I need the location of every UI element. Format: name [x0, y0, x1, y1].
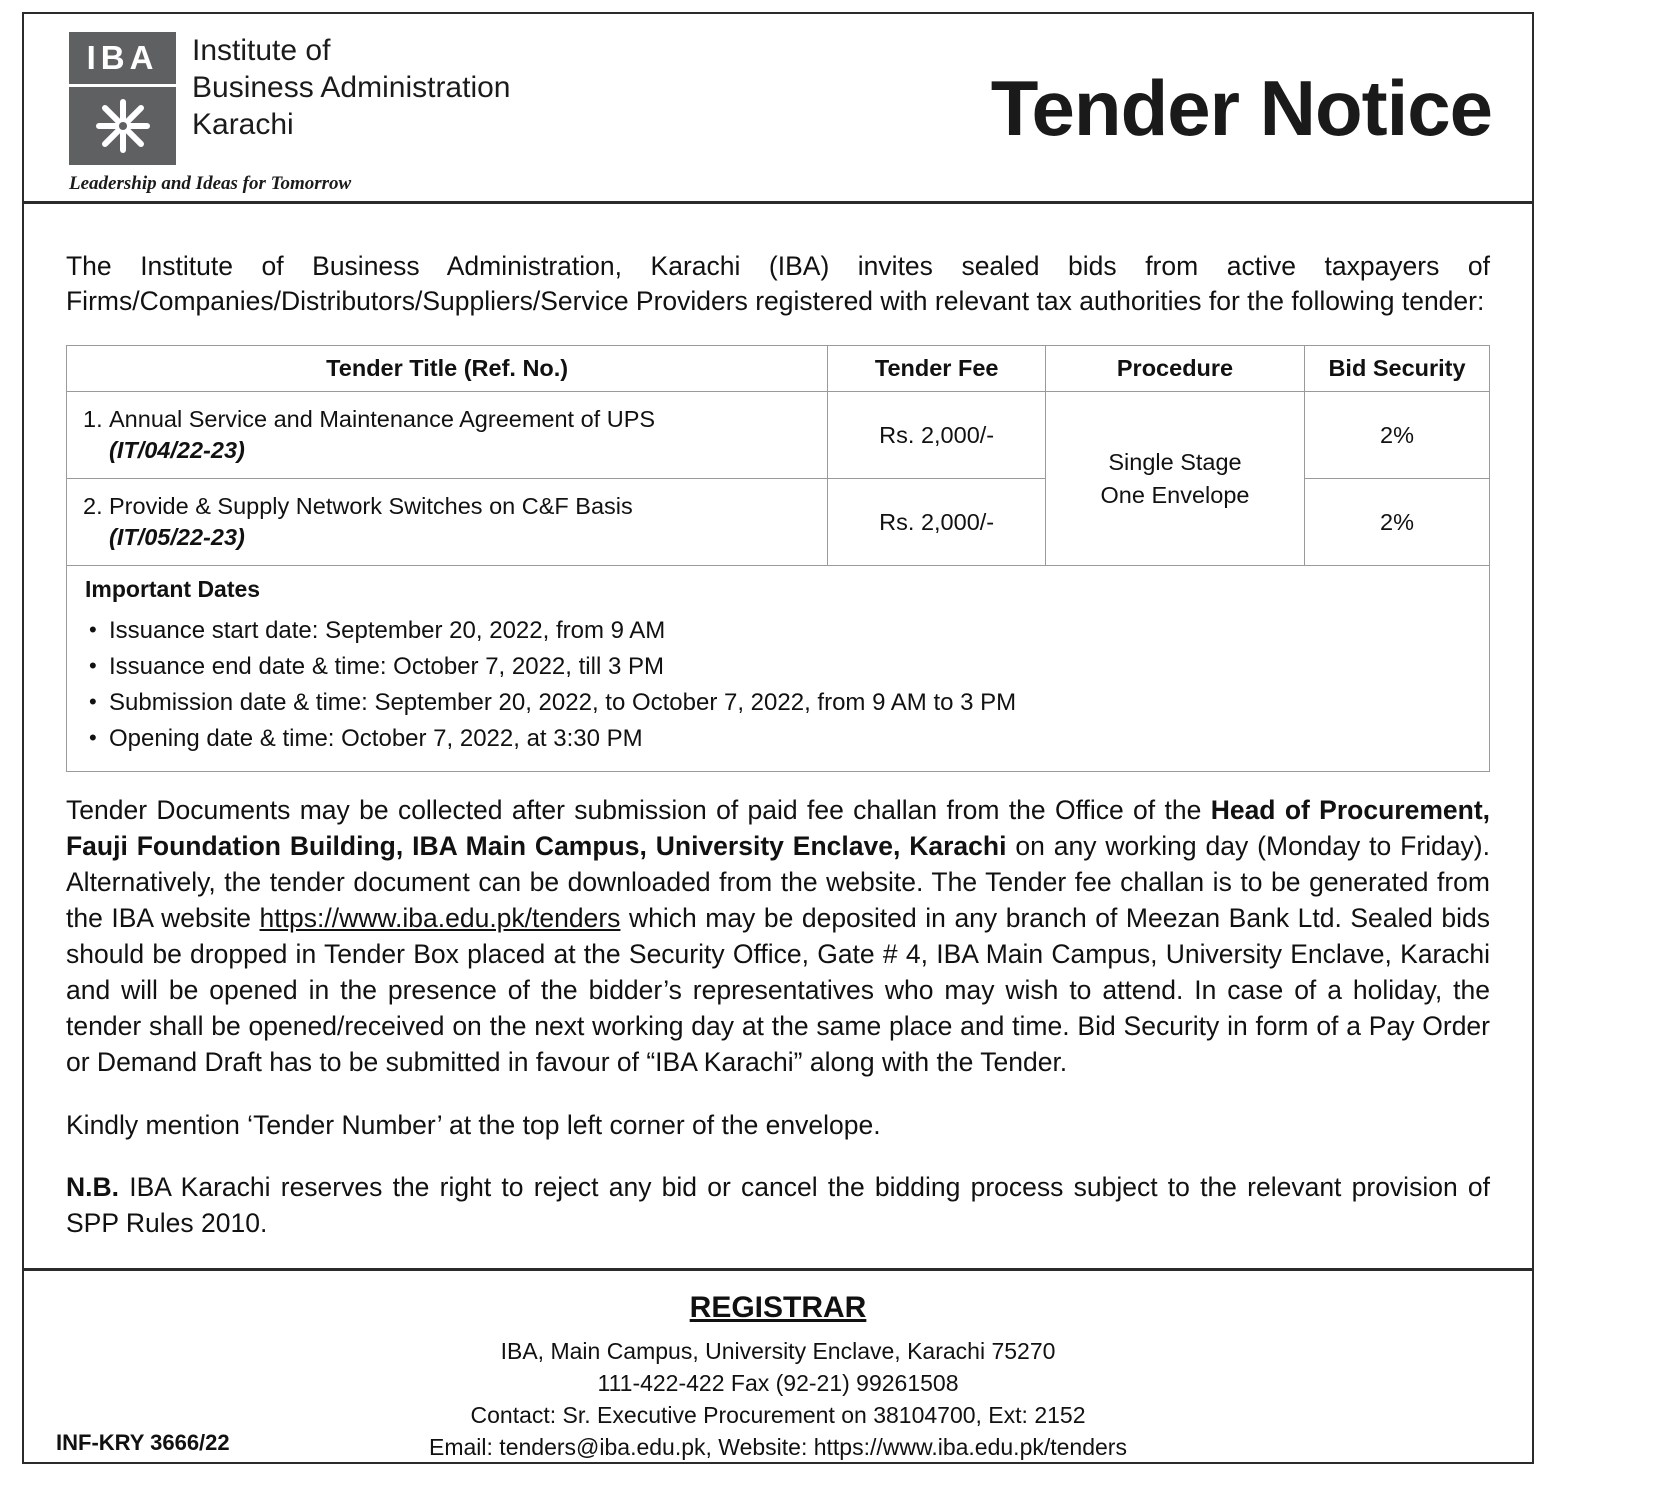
bid-security-cell-2: 2% [1305, 479, 1490, 566]
tender-title-cell-1 [67, 392, 828, 479]
footer-address: IBA, Main Campus, University Enclave, Karachi 75270 [500, 1337, 1056, 1364]
logo-marks [69, 32, 176, 165]
column-header-tender-title: Tender Title (Ref. No.) [67, 346, 828, 392]
nb-paragraph [66, 1169, 1490, 1241]
registrar-title: REGISTRAR [689, 1290, 867, 1324]
logo-tagline: Leadership and Ideas for Tomorrow [69, 173, 352, 194]
body-area [24, 204, 1532, 1463]
column-header-tender-fee: Tender Fee [828, 346, 1046, 392]
important-dates-cell [67, 566, 1490, 772]
tender-number-2: 2. [83, 493, 103, 519]
tender-ref-1: (IT/04/22-23) [109, 437, 245, 463]
collection-text-part2: on any working day (Monday to Friday). Alternatively, the tender document can be downloaded from the website. The Tender fee challan is to be generated from the IBA website [66, 831, 1490, 933]
tenders-website-link[interactable]: https://www.iba.edu.pk/tenders [259, 903, 621, 933]
tender-number-1: 1. [83, 406, 103, 432]
important-dates-heading: Important Dates [85, 576, 261, 602]
important-dates-list [85, 613, 1479, 757]
list-item: • Opening date & time: October 7, 2022, at 3:30 PM [85, 721, 1479, 757]
institute-name-line2: Business Administration [192, 71, 511, 104]
title-block [624, 14, 1532, 201]
institute-name-line1: Institute of [192, 34, 331, 67]
tender-table [66, 345, 1490, 772]
bid-security-cell-1: 2% [1305, 392, 1490, 479]
list-item: • Issuance end date & time: October 7, 2022, till 3 PM [85, 649, 1479, 685]
nb-text: IBA Karachi reserves the right to reject any bid or cancel the bidding process subject to the relevant provision of SPP Rules 2010. [66, 1172, 1490, 1238]
table-row [67, 392, 1490, 479]
header-band [24, 14, 1532, 204]
nb-label: N.B. [66, 1172, 119, 1202]
inf-reference-code: INF-KRY 3666/22 [56, 1430, 230, 1455]
envelope-note-paragraph: Kindly mention ‘Tender Number’ at the top left corner of the envelope. [66, 1109, 881, 1140]
collection-text-part3: which may be deposited in any branch of Meezan Bank Ltd. Sealed bids should be dropped in Tender Box placed at the Security Office, Gate # 4, IBA Main Campus, University Enclave, Karachi and will be opened in the presence of the bidder’s representatives who may wish to attend. In case of a holiday, the tender shall be opened/received on the next working day at the same place and time. Bid Security in form of a Pay Order or Demand Draft has to be submitted in favour of “IBA Karachi” along with the Tender. [66, 903, 1491, 1077]
footer [66, 1271, 1490, 1463]
table-header-row [67, 346, 1490, 392]
footer-contact: Contact: Sr. Executive Procurement on 38104700, Ext: 2152 [470, 1401, 1086, 1428]
tender-fee-cell-2: Rs. 2,000/- [828, 479, 1046, 566]
column-header-procedure: Procedure [1046, 346, 1305, 392]
asterisk-star-icon [69, 87, 176, 165]
list-item: • Issuance start date: September 20, 2022, from 9 AM [85, 613, 1479, 649]
tender-title-text-2: Provide & Supply Network Switches on C&F Basis [109, 493, 633, 519]
tender-ref-2: (IT/05/22-23) [109, 524, 245, 550]
column-header-bid-security: Bid Security [1305, 346, 1490, 392]
intro-paragraph: The Institute of Business Administration, Karachi (IBA) invites sealed bids from active taxpayers of Firms/Companies/Distributors/Suppliers/Service Providers registered with relevant tax authorities for the following tender: [66, 250, 1490, 316]
iba-logo-block [24, 14, 624, 201]
procedure-line1: Single Stage [1108, 448, 1242, 475]
important-dates-row [67, 566, 1490, 772]
list-item: • Submission date & time: September 20, 2022, to October 7, 2022, from 9 AM to 3 PM [85, 685, 1479, 721]
institute-name [192, 32, 511, 143]
page-title: Tender Notice [990, 63, 1492, 152]
collection-text-part1: Tender Documents may be collected after submission of paid fee challan from the Office of the [66, 795, 1211, 825]
tender-title-cell-2 [67, 479, 828, 566]
collection-paragraph [66, 792, 1490, 1080]
institute-name-line3: Karachi [192, 108, 294, 141]
procurement-office-address: Head of Procurement, Fauji Foundation Building, IBA Main Campus, University Enclave, Karachi [66, 795, 1490, 861]
document-frame [22, 12, 1534, 1464]
footer-email-website: Email: tenders@iba.edu.pk, Website: https://www.iba.edu.pk/tenders [429, 1433, 1127, 1460]
footer-phone-fax: 111-422-422 Fax (92-21) 99261508 [597, 1369, 959, 1396]
procedure-cell [1046, 392, 1305, 566]
procedure-line2: One Envelope [1100, 481, 1250, 508]
iba-wordmark-icon: IBA [69, 32, 176, 84]
tender-fee-cell-1: Rs. 2,000/- [828, 392, 1046, 479]
tender-title-text-1: Annual Service and Maintenance Agreement of UPS [109, 406, 656, 432]
